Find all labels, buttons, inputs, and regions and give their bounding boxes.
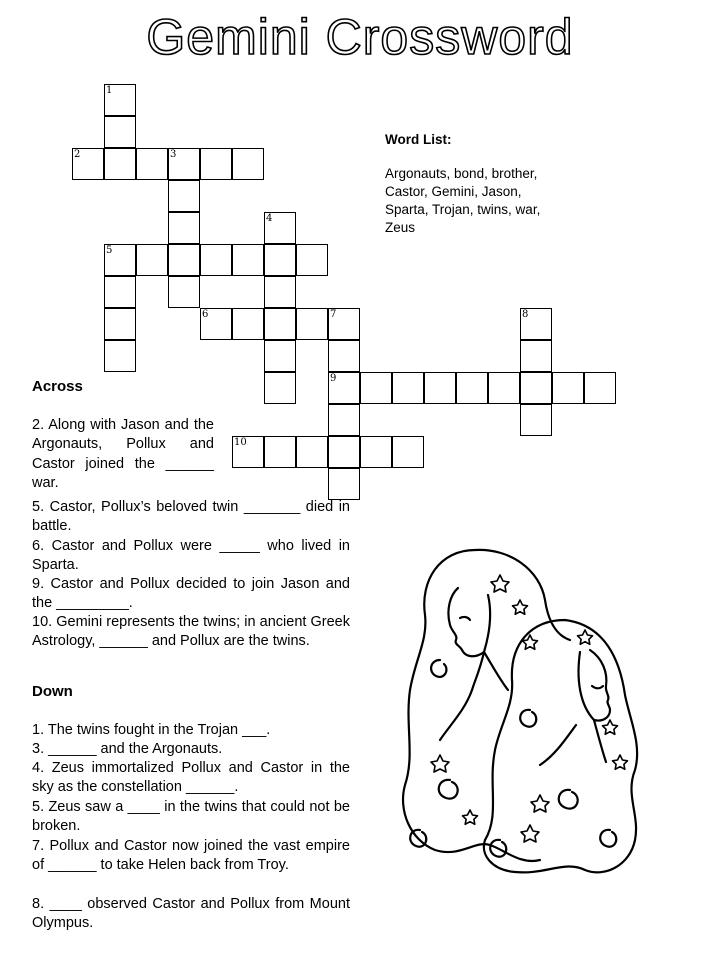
grid-cell[interactable] xyxy=(104,308,136,340)
grid-cell[interactable] xyxy=(328,468,360,500)
word-list-words: Argonauts, bond, brother, Castor, Gemini, Jason, Sparta, Trojan, twins, war, Zeus xyxy=(385,166,541,235)
grid-cell[interactable] xyxy=(552,372,584,404)
grid-cell[interactable] xyxy=(328,340,360,372)
across-heading: Across xyxy=(32,378,83,395)
across-clue-2: 2. Along with Jason and the Argonauts, Pollux and Castor joined the ______ war. xyxy=(32,417,214,491)
grid-cell[interactable] xyxy=(264,436,296,468)
grid-cell[interactable] xyxy=(264,244,296,276)
down-clue-5: 5. Zeus saw a ____ in the twins that could not be broken. xyxy=(32,799,350,835)
grid-cell[interactable] xyxy=(520,340,552,372)
grid-cell[interactable] xyxy=(328,372,360,404)
grid-cell[interactable] xyxy=(72,148,104,180)
clue-number-9: 9 xyxy=(330,373,337,384)
grid-cell[interactable] xyxy=(232,308,264,340)
grid-cell[interactable] xyxy=(520,372,552,404)
grid-cell[interactable] xyxy=(136,244,168,276)
grid-cell[interactable] xyxy=(104,244,136,276)
down-clue-1: 1. The twins fought in the Trojan ___. xyxy=(32,722,271,738)
grid-cell[interactable] xyxy=(456,372,488,404)
clue-number-1: 1 xyxy=(106,85,113,96)
gemini-twins-illustration xyxy=(380,540,660,880)
grid-cell[interactable] xyxy=(200,244,232,276)
grid-cell[interactable] xyxy=(232,436,264,468)
grid-cell[interactable] xyxy=(232,148,264,180)
grid-cell[interactable] xyxy=(200,308,232,340)
down-clue-3: 3. ______ and the Argonauts. xyxy=(32,741,223,757)
grid-cell[interactable] xyxy=(328,404,360,436)
grid-cell[interactable] xyxy=(520,404,552,436)
word-list-heading: Word List: xyxy=(385,132,452,147)
grid-cell[interactable] xyxy=(104,116,136,148)
grid-cell[interactable] xyxy=(104,84,136,116)
grid-cell[interactable] xyxy=(168,276,200,308)
grid-cell[interactable] xyxy=(296,308,328,340)
grid-cell[interactable] xyxy=(296,244,328,276)
grid-cell[interactable] xyxy=(360,436,392,468)
grid-cell[interactable] xyxy=(168,244,200,276)
across-clue-5: 5. Castor, Pollux’s beloved twin _______ died in battle. xyxy=(32,499,350,535)
grid-cell[interactable] xyxy=(264,212,296,244)
grid-cell[interactable] xyxy=(328,436,360,468)
clue-number-10: 10 xyxy=(234,437,247,448)
clue-number-4: 4 xyxy=(266,213,273,224)
clue-number-5: 5 xyxy=(106,245,113,256)
grid-cell[interactable] xyxy=(520,308,552,340)
grid-cell[interactable] xyxy=(328,308,360,340)
grid-cell[interactable] xyxy=(264,276,296,308)
grid-cell[interactable] xyxy=(136,148,168,180)
clue-number-3: 3 xyxy=(170,149,177,160)
across-clue-10: 10. Gemini represents the twins; in ancient Greek Astrology, ______ and Pollux are the twins. xyxy=(32,614,350,650)
grid-cell[interactable] xyxy=(392,436,424,468)
grid-cell[interactable] xyxy=(264,308,296,340)
grid-cell[interactable] xyxy=(168,180,200,212)
grid-cell[interactable] xyxy=(392,372,424,404)
grid-cell[interactable] xyxy=(584,372,616,404)
down-clue-7: 7. Pollux and Castor now joined the vast empire of ______ to take Helen back from Troy. xyxy=(32,838,350,874)
grid-cell[interactable] xyxy=(264,340,296,372)
down-clue-8: 8. ____ observed Castor and Pollux from Mount Olympus. xyxy=(32,896,350,932)
across-clue-9: 9. Castor and Pollux decided to join Jason and the _________. xyxy=(32,576,350,612)
down-heading: Down xyxy=(32,683,73,700)
grid-cell[interactable] xyxy=(360,372,392,404)
across-clue-6: 6. Castor and Pollux were _____ who lived in Sparta. xyxy=(32,538,350,574)
grid-cell[interactable] xyxy=(296,436,328,468)
grid-cell[interactable] xyxy=(488,372,520,404)
grid-cell[interactable] xyxy=(104,340,136,372)
grid-cell[interactable] xyxy=(168,148,200,180)
clue-number-8: 8 xyxy=(522,309,529,320)
word-list xyxy=(385,131,565,237)
grid-cell[interactable] xyxy=(200,148,232,180)
clue-number-2: 2 xyxy=(74,149,81,160)
grid-cell[interactable] xyxy=(264,372,296,404)
grid-cell[interactable] xyxy=(104,148,136,180)
grid-cell[interactable] xyxy=(424,372,456,404)
page-title: Gemini Crossword xyxy=(146,9,574,65)
clue-number-6: 6 xyxy=(202,309,209,320)
down-clue-4: 4. Zeus immortalized Pollux and Castor in the sky as the constellation ______. xyxy=(32,760,350,796)
clue-number-7: 7 xyxy=(330,309,337,320)
grid-cell[interactable] xyxy=(232,244,264,276)
grid-cell[interactable] xyxy=(168,212,200,244)
grid-cell[interactable] xyxy=(104,276,136,308)
